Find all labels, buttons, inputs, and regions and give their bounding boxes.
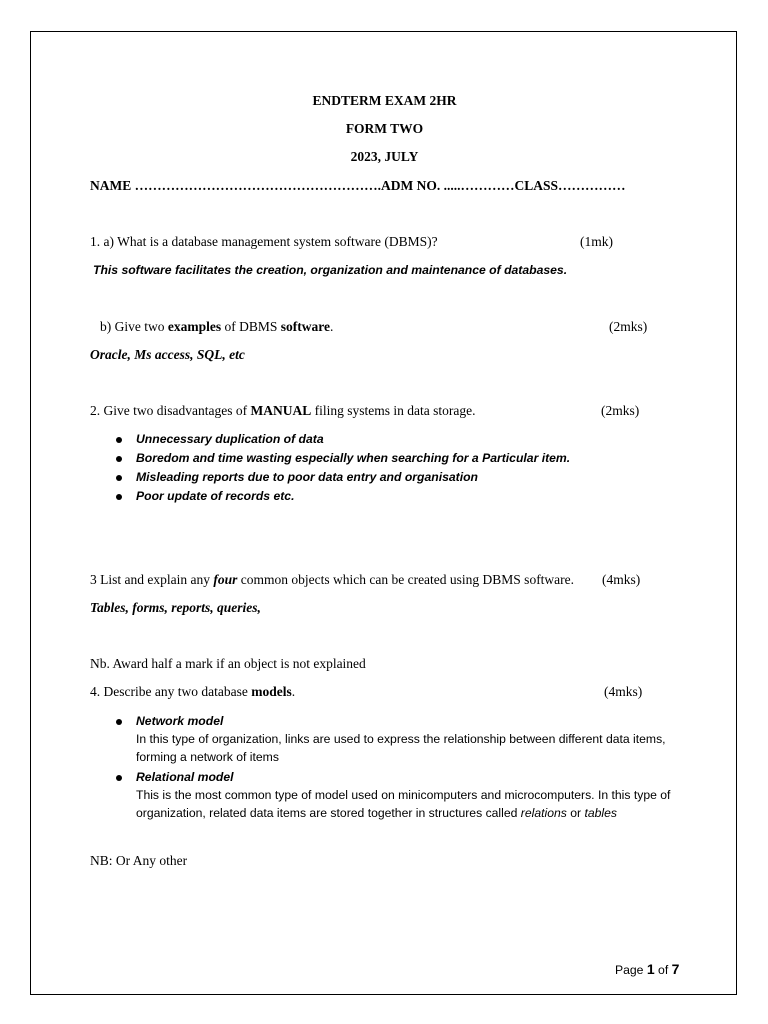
q4-text-2: . xyxy=(291,684,296,699)
exam-title: ENDTERM EXAM 2HR xyxy=(312,93,457,108)
q1b-text-3: . xyxy=(330,319,334,334)
q2-marks: (2mks) xyxy=(601,403,640,418)
q1b-bold-examples: examples xyxy=(167,319,222,334)
q4-marks: (4mks) xyxy=(604,684,643,699)
q4-model-desc-text: This is the most common type of model used on minicomputers and microcomputers. In this type of organization, related data items are stored together in structures called xyxy=(136,788,671,820)
q4-note: NB: Or Any other xyxy=(90,853,188,868)
q4-model-desc-italic-tables: tables xyxy=(584,806,618,820)
q2-answer-item: Boredom and time wasting especially when searching for a Particular item. xyxy=(136,451,571,465)
q1b-text-2: of DBMS xyxy=(221,319,281,334)
q1b-bold-software: software xyxy=(280,319,330,334)
page-label: Page xyxy=(615,963,644,977)
q3-answer: Tables, forms, reports, queries, xyxy=(90,600,261,615)
q3-question xyxy=(90,572,574,588)
bullet-dot xyxy=(116,475,122,481)
page-total: 7 xyxy=(671,961,680,977)
q4-model-desc-text: or xyxy=(566,806,585,820)
page-number xyxy=(615,961,679,978)
q4-model-desc xyxy=(136,786,676,822)
q3-marks: (4mks) xyxy=(602,572,641,587)
q4-model-desc: In this type of organization, links are used to express the relationship between different data items, forming a network of items xyxy=(136,732,666,764)
bullet-dot xyxy=(116,719,122,725)
page-of-label: of xyxy=(658,963,669,977)
q2-answer-item: Poor update of records etc. xyxy=(136,489,295,503)
q2-text-1: 2. Give two disadvantages of xyxy=(90,403,251,418)
q4-model-title: Relational model xyxy=(136,770,234,784)
q1a-answer: This software facilitates the creation, organization and maintenance of databases. xyxy=(93,263,568,277)
q3-bold-four: four xyxy=(213,572,238,587)
q4-text-1: 4. Describe any two database xyxy=(90,684,252,699)
q2-answer-item: Misleading reports due to poor data entry and organisation xyxy=(136,470,478,484)
q1a-question: 1. a) What is a database management system software (DBMS)? xyxy=(90,234,438,249)
q2-text-2: filing systems in data storage. xyxy=(311,403,476,418)
exam-date: 2023, JULY xyxy=(350,149,419,164)
q3-note: Nb. Award half a mark if an object is not explained xyxy=(90,656,366,671)
q4-model-desc-italic-relations: relations xyxy=(520,806,567,820)
page-current: 1 xyxy=(646,961,655,977)
name-line: NAME ……………………………………………….ADM NO. .....…………CLASS…………… xyxy=(90,178,626,193)
q2-question xyxy=(90,403,475,419)
document-page xyxy=(30,31,737,995)
bullet-dot xyxy=(116,456,122,462)
q4-question xyxy=(90,684,295,700)
q1b-question xyxy=(100,319,333,335)
q1b-text-1: b) Give two xyxy=(100,319,168,334)
q3-text-2: common objects which can be created using DBMS software. xyxy=(237,572,575,587)
bullet-dot xyxy=(116,494,122,500)
q4-bold-models: models xyxy=(251,684,292,699)
bullet-dot xyxy=(116,775,122,781)
q4-model-title: Network model xyxy=(136,714,224,728)
q1a-marks: (1mk) xyxy=(580,234,613,249)
q1b-answer: Oracle, Ms access, SQL, etc xyxy=(90,347,245,362)
q2-bold-manual: MANUAL xyxy=(250,403,312,418)
form-level: FORM TWO xyxy=(345,121,424,136)
bullet-dot xyxy=(116,437,122,443)
q1b-marks: (2mks) xyxy=(609,319,648,334)
q2-answer-item: Unnecessary duplication of data xyxy=(136,432,324,446)
q3-text-1: 3 List and explain any xyxy=(90,572,214,587)
